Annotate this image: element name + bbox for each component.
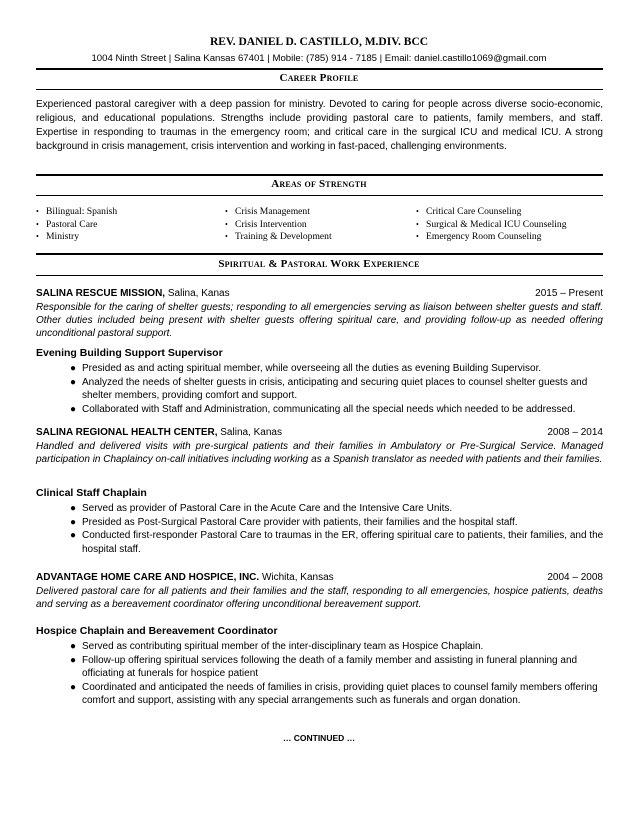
strength-column-3	[416, 206, 567, 244]
strength-item: • Pastoral Care	[36, 218, 98, 230]
strength-item: • Emergency Room Counseling	[416, 231, 542, 243]
bullet-icon: •	[36, 219, 39, 229]
bullet-icon: ●	[70, 503, 77, 514]
contact-line: 1004 Ninth Street | Salina Kansas 67401 | Mobile: (785) 914 - 7185 | Email: daniel.castillo1069@gmail.com	[91, 53, 547, 64]
job-3-location: Wichita, Kansas	[259, 572, 334, 583]
list-item: ● Analyzed the needs of shelter guests in crisis, anticipating and securing quiet places to counsel shelter guests and shelter members, providing comfort and support.	[70, 376, 588, 402]
continued-label: … CONTINUED …	[282, 733, 356, 743]
strength-item: • Crisis Management	[225, 206, 310, 217]
section-title-experience: Spiritual & Pastoral Work Experience	[218, 258, 420, 270]
experience-top-divider	[36, 253, 603, 255]
bullet-icon: •	[36, 207, 39, 216]
list-item: ● Served as contributing spiritual member of the inter-disciplinary team as Hospice Chaplain.	[70, 641, 484, 652]
job-2-location: Salina, Kanas	[217, 427, 282, 438]
job-2-org: SALINA REGIONAL HEALTH CENTER,	[36, 427, 218, 438]
job-2-dates: 2008 – 2014	[547, 427, 603, 438]
job-1-org: SALINA RESCUE MISSION,	[36, 288, 166, 299]
candidate-name: REV. DANIEL D. CASTILLO, M.DIV. BCC	[209, 36, 429, 48]
job-3-role: Hospice Chaplain and Bereavement Coordinator	[36, 625, 278, 637]
job-3-header	[36, 572, 603, 586]
job-2-header	[36, 427, 603, 441]
job-1-role: Evening Building Support Supervisor	[36, 347, 223, 359]
strength-top-divider	[36, 174, 603, 176]
strength-item: • Crisis Intervention	[225, 218, 307, 230]
career-profile-divider	[36, 89, 603, 90]
strength-item: • Surgical & Medical ICU Counseling	[416, 218, 567, 230]
job-3-org: ADVANTAGE HOME CARE AND HOSPICE, INC.	[36, 572, 260, 583]
job-1-dates: 2015 – Present	[535, 288, 603, 299]
list-item: ● Follow-up offering spiritual services following the death of a family member and assisting in funeral planning and officiating at funerals for hospice patient	[70, 654, 578, 680]
job-2-bullets	[70, 502, 604, 556]
job-3-bullets	[70, 640, 604, 708]
bullet-icon: •	[416, 207, 419, 216]
bullet-icon: ●	[70, 681, 77, 693]
job-3-description: Delivered pastoral care for all patients and their families and the staff, responding to all emergencies, hospice patients, deaths and serving as a bereavement coordinator offering unconditional bereavement support.	[36, 586, 603, 611]
strength-item: • Training & Development	[225, 231, 332, 243]
list-item: ● Presided as and acting spiritual member, while overseeing all the duties as evening Building Supervisor.	[70, 363, 542, 374]
career-profile-text: Experienced pastoral caregiver with a deep passion for ministry. Devoted to caring for people across diverse socio-economic, religious, and educational populations. Strengths include providing pastoral care to patients, family members, and staff. Expertise in responding to traumas in the emergency room; and critical care in the surgical ICU and medical ICU. A strong background in crisis management, crisis intervention and working in fast-paced, challenging environments.	[36, 99, 603, 152]
strength-divider	[36, 195, 603, 196]
strength-item: • Critical Care Counseling	[416, 206, 522, 217]
bullet-icon: ●	[70, 641, 77, 652]
job-1-description: Responsible for the caring of shelter guests; responding to all emergencies serving as liaison between shelter guests and staff. Other duties included being present with shelter guests offering spiritual care, and providing follow-up as needed offering unconditional pastoral support.	[36, 302, 603, 340]
list-item: ● Coordinated and anticipated the needs of families in crisis, providing quiet places to counsel family members offering comfort and support, assisting with any special arrangements such as funerals and organ donation.	[70, 681, 598, 707]
strength-column-2	[225, 206, 332, 244]
bullet-icon: ●	[70, 530, 77, 542]
list-item: ● Collaborated with Staff and Administration, communicating all the special needs which needed to be addressed.	[70, 403, 576, 415]
bullet-icon: ●	[70, 363, 77, 374]
bullet-icon: •	[225, 219, 228, 229]
list-item: ● Presided as Post-Surgical Pastoral Care provider with patients, their families and the hospital staff.	[70, 516, 518, 528]
bullet-icon: •	[416, 219, 419, 229]
job-2-description: Handled and delivered visits with pre-surgical patients and their families in Ambulatory or Pre-Surgical Service. Managed participation in Chaplaincy on-call initiatives including working as a Spanish translator as needed with patients and their families.	[36, 441, 603, 466]
strength-item: • Ministry	[36, 231, 80, 243]
job-2-role: Clinical Staff Chaplain	[36, 487, 147, 499]
job-1-bullets	[70, 362, 604, 416]
job-1-location: Salina, Kanas	[165, 288, 230, 299]
header-divider	[36, 68, 603, 70]
bullet-icon: •	[225, 207, 228, 216]
section-title-areas-of-strength: Areas of Strength	[271, 178, 367, 190]
experience-divider	[36, 275, 603, 276]
section-title-career-profile: Career Profile	[279, 72, 359, 84]
strength-column-1	[36, 206, 117, 244]
bullet-icon: •	[416, 232, 419, 242]
bullet-icon: •	[225, 232, 228, 242]
bullet-icon: •	[36, 232, 39, 242]
strength-item: • Bilingual: Spanish	[36, 206, 118, 217]
bullet-icon: ●	[70, 403, 77, 415]
job-1-header	[36, 288, 603, 302]
bullet-icon: ●	[70, 516, 77, 528]
job-3-dates: 2004 – 2008	[547, 572, 603, 583]
list-item: ● Served as provider of Pastoral Care in the Acute Care and the Intensive Care Units.	[70, 503, 453, 514]
bullet-icon: ●	[70, 654, 77, 666]
bullet-icon: ●	[70, 376, 77, 388]
list-item: ● Conducted first-responder Pastoral Care to traumas in the ER, offering spiritual care to patients, their families, and the hospital staff.	[70, 530, 604, 555]
